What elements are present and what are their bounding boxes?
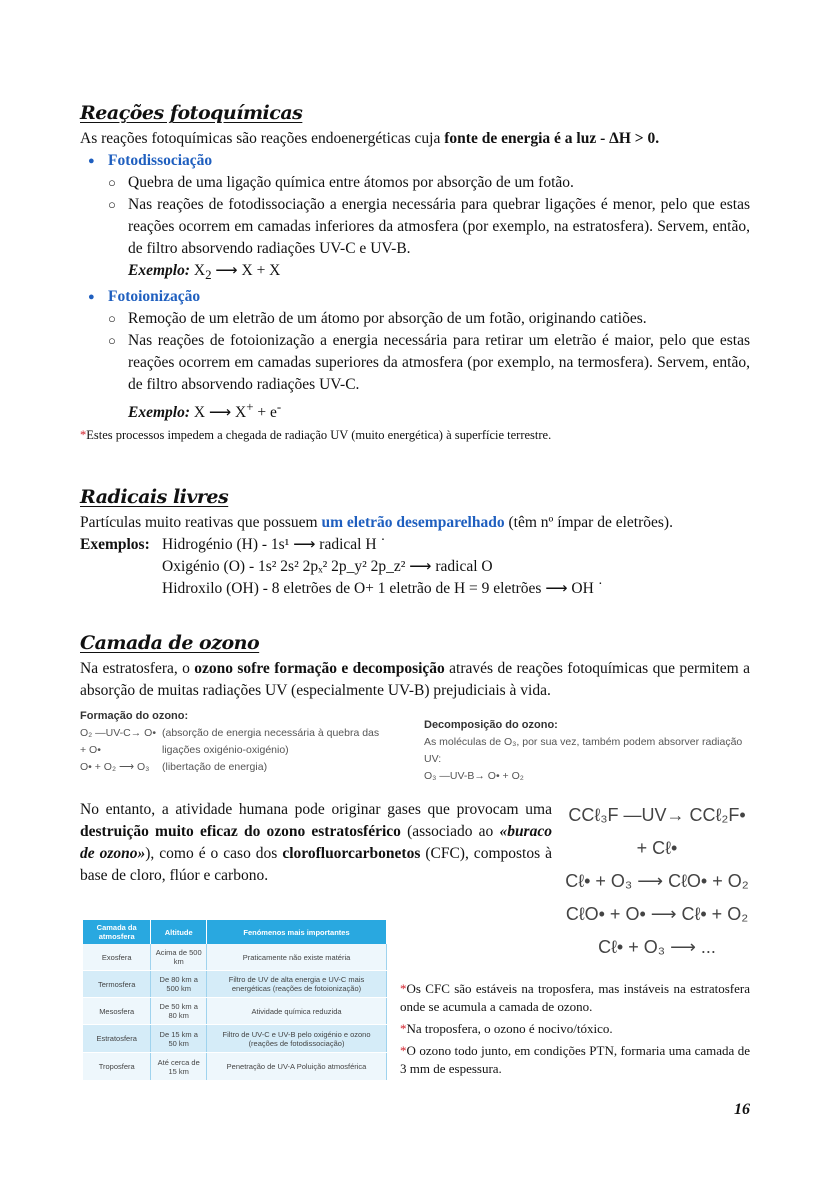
examples [80,534,750,600]
ozone-figure [80,708,750,785]
t: Na estratosfera, o [80,660,195,678]
example-label: Exemplo: [128,262,190,279]
t: «buraco de ozono» [80,823,552,863]
t: clorofluorcarbonetos [282,845,421,863]
sub-item: ○ Remoção de um eletrão de um átomo por absorção de um fotão, originando catiões. [80,308,750,330]
col: Fenómenos mais importantes [207,920,387,944]
example [80,396,750,424]
intro [80,512,750,534]
section-title: Radicais livres [80,486,229,509]
paragraph [80,658,750,702]
eq-row [80,759,412,776]
cell: Termosfera [83,971,151,998]
note: *O ozono todo junto, em condições PTN, formaria uma camada de 3 mm de espessura. [400,1043,750,1077]
note: *Na troposfera, o ozono é nocivo/tóxico. [400,1021,613,1037]
section-title: Camada de ozono [80,632,260,655]
table-row [83,944,387,971]
cell: Exosfera [83,944,151,971]
t-bold: um eletrão desemparelhado [321,514,505,532]
t: No entanto, a atividade humana pode originar gases que provocam uma [80,801,552,819]
cell: De 80 km a 500 km [151,971,207,998]
ex-sup: - [276,399,282,415]
table-row [83,971,387,998]
ex: X [193,262,206,279]
ozone-notes [400,980,750,1078]
decomposition-title: Decomposição do ozono: [424,719,558,732]
ex: X ⟶ X [193,404,247,422]
bullet-photodissociation: ● Fotodissociação [80,150,750,172]
eq: O₂ —UV-C→ O• + O• [80,727,157,757]
cell: Atividade química reduzida [207,998,387,1025]
cell: Mesosfera [83,998,151,1025]
eq-note: (absorção de energia necessária à quebra das ligações oxigénio-oxigénio) [162,727,380,757]
dec-text: As moléculas de O₃, por sua vez, também podem absorver radiação UV: [424,736,743,766]
eq-note: (libertação de energia) [162,761,268,774]
table-row [83,1053,387,1081]
ozone-formation [80,708,412,776]
star: * [80,428,87,443]
cell: Acima de 500 km [151,944,207,971]
footnote-text: Estes processos impedem a chegada de radiação UV (muito energética) à superfície terrestre. [86,428,552,443]
example-o: Oxigénio (O) - 1s² 2s² 2pₓ² 2p_y² 2p_z² ⟶ radical O [162,558,493,576]
ex: ⟶ X + X [211,262,281,279]
examples-label: Exemplos: [80,536,150,554]
note-text: O ozono todo junto, em condições PTN, formaria uma camada de 3 mm de espessura. [400,1043,750,1077]
ex-sub: 2 [205,267,212,283]
t: destruição muito eficaz do ozono estratosférico [80,823,401,841]
page-number: 16 [734,1101,750,1119]
table-row [83,998,387,1025]
paragraph-cfc [80,799,552,887]
eq: O₃ —UV-B→ O• + O₂ [424,770,524,783]
ex-sup: + [246,399,254,415]
example-label: Exemplo: [128,404,190,422]
section-ozone-layer [80,630,750,702]
section-title: Reações fotoquímicas [80,102,303,124]
table-row [83,1025,387,1053]
cell: Filtro de UV de alta energia e UV-C mais energéticas (reações de fotoionização) [207,971,387,998]
equation: CℓO• + O• ⟶ Cℓ• + O₂ [565,904,749,925]
cell: Penetração de UV-A Poluição atmosférica [207,1053,387,1081]
t: (CFC), compostos à base de cloro, flúor e carbono. [80,845,552,885]
bullet-photoionization: ● Fotoionização [80,286,750,308]
cell: Até cerca de 15 km [151,1053,207,1081]
section-free-radicals [80,484,750,600]
section-photochemical-reactions [80,100,750,444]
t: (têm nº ímpar de eletrões). [504,514,673,532]
equation: Cℓ• + O₃ ⟶ ... [598,937,716,958]
t: através de reações fotoquímicas que permitem a absorção de muitas radiações UV (especialmente UV-B) prejudiciais à vida. [80,660,750,700]
t: Partículas muito reativas que possuem [80,514,322,532]
col: Altitude [151,920,207,944]
atmosphere-table [83,920,387,1081]
cell: De 15 km a 50 km [151,1025,207,1053]
eq: O• + O₂ ⟶ O₃ [80,761,150,774]
cell: Praticamente não existe matéria [207,944,387,971]
example-oh: Hidroxilo (OH) - 8 eletrões de O+ 1 eletrão de H = 9 eletrões ⟶ OH ˙ [162,580,603,598]
t-bold: ozono sofre formação e decomposição [194,660,445,678]
note-text: Na troposfera, o ozono é nocivo/tóxico. [406,1021,613,1037]
example-h: Hidrogénio (H) - 1s¹ ⟶ radical H ˙ [162,536,386,554]
footnote [80,426,750,444]
example [80,260,750,286]
intro [80,128,750,150]
cell: Filtro de UV-C e UV-B pelo oxigénio e ozono (reações de fotodissociação) [207,1025,387,1053]
note-text: Os CFC são estáveis na troposfera, mas instáveis na estratosfera onde se acumula a camada de ozono. [400,981,750,1015]
sub-item: ○ Nas reações de fotoionização a energia necessária para retirar um eletrão é maior, pelo que estas reações ocorrem em camadas superiores da atmosfera (por exemplo, na termosfera). Servem, então, de filtro absorvendo radiações UV-C. [80,330,750,396]
table-header [83,920,387,944]
cell: Estratosfera [83,1025,151,1053]
col: Camada da atmosfera [83,920,151,944]
ozone-decomposition [424,717,750,785]
equation: Cℓ• + O₃ ⟶ CℓO• + O₂ [565,871,749,892]
t: ), como é o caso dos [145,845,283,863]
cell: De 50 km a 80 km [151,998,207,1025]
formation-title: Formação do ozono: [80,710,189,723]
sub-item: ○ Quebra de uma ligação química entre átomos por absorção de um fotão. [80,172,750,194]
intro-text: As reações fotoquímicas são reações endoenergéticas cuja [80,130,445,147]
cell: Troposfera [83,1053,151,1081]
note: *Os CFC são estáveis na troposfera, mas instáveis na estratosfera onde se acumula a camada de ozono. [400,981,750,1015]
ex: + e [253,404,277,422]
equation: CCℓ₃F —UV→ CCℓ₂F• + Cℓ• [568,805,746,859]
cfc-equations [564,799,750,964]
intro-bold: fonte de energia é a luz - ΔH > 0. [444,130,660,147]
t: (associado ao [400,823,500,841]
eq-row [80,725,412,759]
sub-item: ○ Nas reações de fotodissociação a energia necessária para quebrar ligações é menor, pelo que estas reações ocorrem em camadas inferiores da atmosfera (por exemplo, na estratosfera). Servem, então, de filtro absorvendo radiações UV-C e UV-B. [80,194,750,260]
